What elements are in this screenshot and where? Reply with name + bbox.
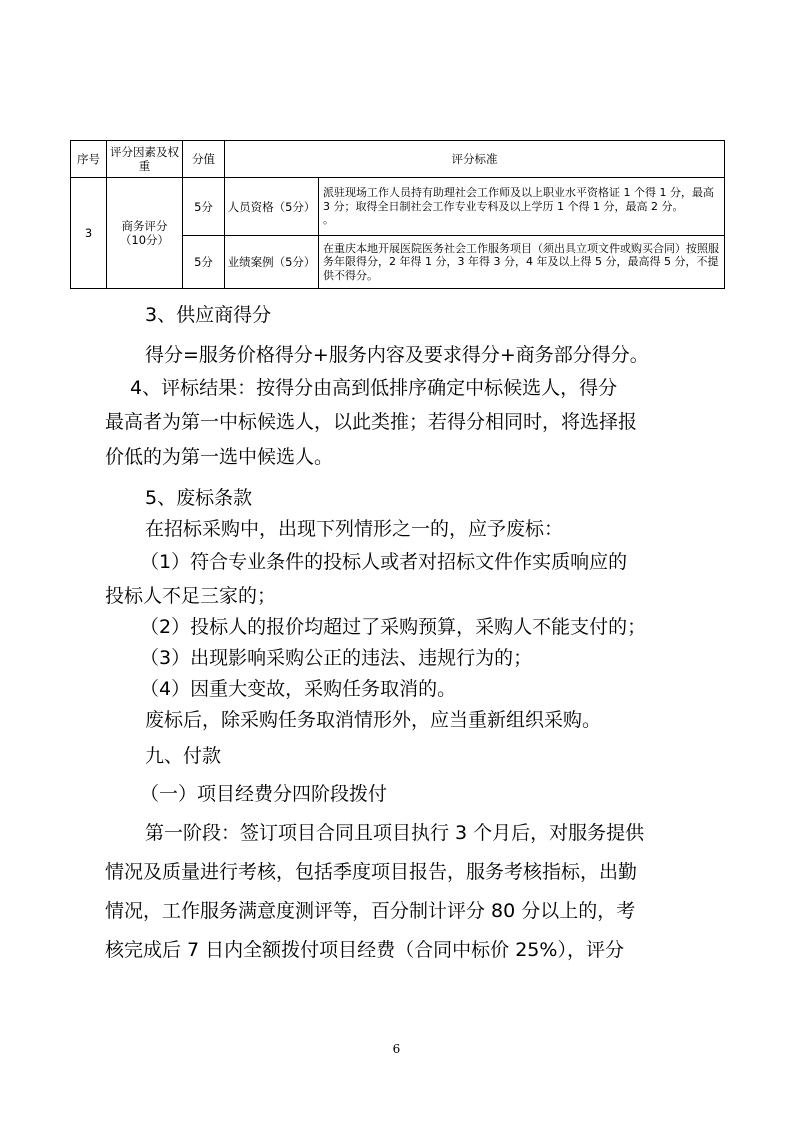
section-heading: 5、废标条款 [145,487,253,509]
table-row [71,178,725,236]
scoring-table [70,140,725,289]
paragraph-line: 在招标采购中，出现下列情形之一的，应予废标： [145,518,564,540]
header-criteria: 评分标准 [225,141,725,178]
page-number: 6 [392,1042,401,1056]
header-score: 分值 [183,141,225,178]
paragraph-line: 得分=服务价格得分+服务内容及要求得分+商务部分得分。 [145,344,649,366]
section-heading: 4、评标结果：按得分由高到低排序确定中标候选人，得分 [130,377,618,399]
paragraph-line: 废标后，除采购任务取消情形外，应当重新组织采购。 [145,709,602,731]
list-item: （2）投标人的报价均超过了采购预算，采购人不能支付的； [140,616,647,638]
row-seq: 3 [71,178,107,289]
section-heading: 九、付款 [145,745,222,767]
header-factor: 评分因素及权重 [107,141,183,178]
paragraph-line: 投标人不足三家的； [105,585,277,607]
list-item: （3）出现影响采购公正的违法、违规行为的； [140,647,533,669]
paragraph-line: 情况，工作服务满意度测评等，百分制计评分 80 分以上的，考 [105,900,636,922]
table-header-row [71,141,725,178]
paragraph-line: 最高者为第一中标候选人，以此类推；若得分相同时，将选择报 [105,411,638,433]
row-criteria [319,178,725,236]
paragraph-line: 第一阶段：签订项目合同且项目执行 3 个月后，对服务提供 [145,822,645,844]
row-criteria: 在重庆本地开展医院医务社会工作服务项目（须出具立项文件或购买合同）按照服务年限得分，2 年得 1 分，3 年得 3 分，4 年及以上得 5 分，最高得 5 分，不提供不得分。 [319,236,725,289]
row-subfactor: 业绩案例（5分） [225,236,319,289]
paragraph-line: 核完成后 7 日内全额拨付项目经费（合同中标价 25%），评分 [105,939,624,961]
list-item: （1）符合专业条件的投标人或者对招标文件作实质响应的 [140,551,628,573]
row-factor: 商务评分（10分） [107,178,183,289]
paragraph-line: 价低的为第一选中候选人。 [105,446,334,468]
subsection-heading: （一）项目经费分四阶段拨付 [140,783,388,805]
list-item: （4）因重大变故，采购任务取消的。 [140,678,457,700]
row-score: 5分 [183,236,225,289]
header-seq: 序号 [71,141,107,178]
criteria-text: 派驻现场工作人员持有助理社会工作师及以上职业水平资格证 1 个得 1 分，最高 3 分；取得全日制社会工作专业专科及以上学历 1 个得 1 分，最高 2 分。 [323,186,714,213]
paragraph-line: 情况及质量进行考核，包括季度项目报告，服务考核指标，出勤 [105,861,638,883]
row-score: 5分 [183,178,225,236]
criteria-tail: 。 [323,213,334,227]
row-subfactor: 人员资格（5分） [225,178,319,236]
section-heading: 3、供应商得分 [145,304,272,326]
